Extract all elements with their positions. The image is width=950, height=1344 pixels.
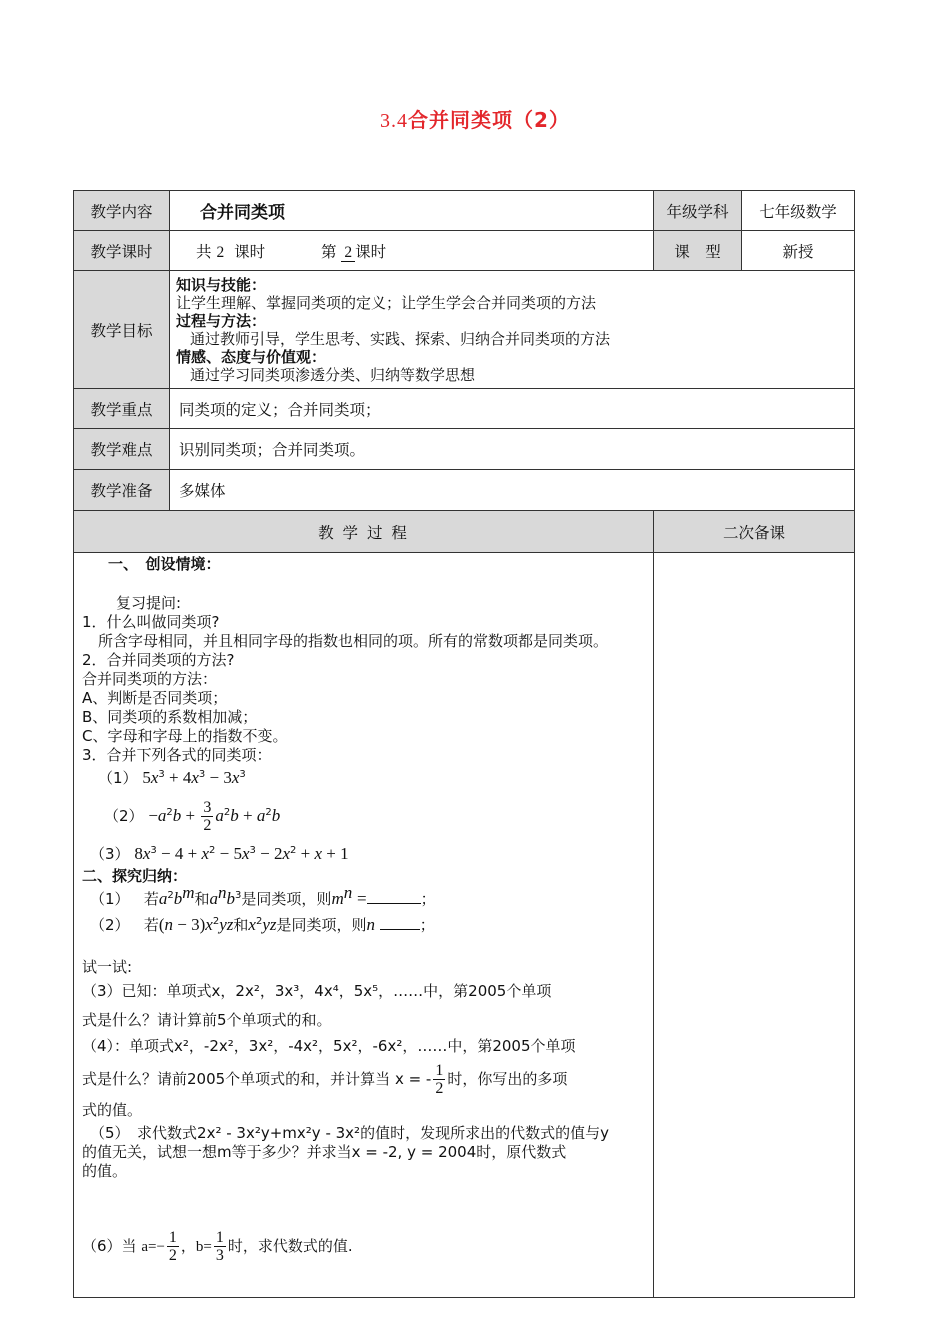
problem-5-line-3: 的值。 <box>82 1162 128 1180</box>
focus-value: 同类项的定义；合并同类项； <box>170 389 855 429</box>
problem-5-line-2: 的值无关，试想一想m等于多少？并求当x = -2, y = 2004时，原代数式 <box>82 1143 567 1161</box>
exercise-3: （3） $8x^3 - 4 + x^2 - 5x^3 - 2x^2 + x + 1$ <box>90 844 349 863</box>
hours-label: 教学课时 <box>74 231 170 271</box>
problem-2: （2） 若$(n - 3)x^2yz$和$x^2yz$是同类项，则n ； <box>90 915 435 934</box>
revision-content <box>654 553 855 1298</box>
answer-1: 所含字母相同，并且相同字母的指数也相同的项。所有的常数项都是同类项。 <box>98 632 609 650</box>
problem-3-line-1: （3）已知：单项式x，2x²，3x³，4x⁴，5x⁵，……中，第2005个单项 <box>82 982 552 1000</box>
content-label: 教学内容 <box>74 191 170 231</box>
problem-1: （1） 若$a^2b^m$和$a^nb^3$是同类项，则$m^n$ = ； <box>90 883 436 908</box>
problem-5-line-1: （5） 求代数式2x² - 3x²y+mx²y - 3x²的值时，发现所求出的代数式的值与y <box>90 1124 609 1142</box>
method-c: C、字母和字母上的指数不变。 <box>82 727 288 745</box>
method-a: A、判断是否同类项； <box>82 689 228 707</box>
section-1-heading: 一、 创设情境： <box>108 555 221 573</box>
goals-content: 知识与技能： 让学生理解、掌握同类项的定义；让学生学会合并同类项的方法 过程与方法： 通过教师引导，学生思考、实践、探索、归纳合并同类项的方法 情感、态度与价值观： 通过学习同类项渗透分类、归纳等数学思想 <box>170 271 855 389</box>
goals-label: 教学目标 <box>74 271 170 389</box>
problem-3-line-2: 式是什么？请计算前5个单项式的和。 <box>82 1011 332 1029</box>
question-1: 1．什么叫做同类项? <box>82 613 220 631</box>
grade-value: 七年级数学 <box>742 191 855 231</box>
type-label: 课 型 <box>654 231 742 271</box>
exercise-1: （1） $5x^3 + 4x^3 - 3x^3$ <box>98 768 246 787</box>
type-value: 新授 <box>742 231 855 271</box>
content-value: 合并同类项 <box>170 191 654 231</box>
question-2: 2．合并同类项的方法? <box>82 651 235 669</box>
problem-6: （6）当 a=− $\frac{1}{2}$ ，b= $\frac{1}{3}$ 时，求代数式的值. <box>82 1229 353 1264</box>
focus-label: 教学重点 <box>74 389 170 429</box>
grade-label: 年级学科 <box>654 191 742 231</box>
question-3: 3．合并下列各式的同类项： <box>82 746 272 764</box>
process-header: 教 学 过 程 <box>74 511 654 553</box>
difficulty-value: 识别同类项；合并同类项。 <box>170 429 855 470</box>
page-title: 3.4合并同类项（2） <box>380 108 570 132</box>
problem-4-line-1: （4）：单项式x²，-2x²，3x²，-4x²，5x²，-6x²，……中，第2005个单项 <box>82 1037 576 1055</box>
section-2-heading: 二、探究归纳： <box>82 867 188 885</box>
revision-header: 二次备课 <box>654 511 855 553</box>
review-label: 复习提问: <box>116 594 182 612</box>
problem-4-line-3: 式的值。 <box>82 1101 143 1119</box>
prep-value: 多媒体 <box>170 470 855 511</box>
hours-value: 共 2 课时 第 2 课时 <box>170 231 654 271</box>
method-title: 合并同类项的方法： <box>82 670 218 688</box>
try-label: 试一试: <box>82 958 133 976</box>
method-b: B、同类项的系数相加减； <box>82 708 258 726</box>
lesson-plan-table <box>73 190 855 1298</box>
prep-label: 教学准备 <box>74 470 170 511</box>
exercise-2: $(2) -a^2b$ + $\frac{3}{2}$ $a^2b + a^2b$ <box>104 799 281 834</box>
process-content <box>74 553 654 1298</box>
problem-4-line-2: 式是什么？请前2005个单项式的和，并计算当 x = - $\frac{1}{2}$ 时，你写出的多项 <box>82 1062 568 1097</box>
difficulty-label: 教学难点 <box>74 429 170 470</box>
